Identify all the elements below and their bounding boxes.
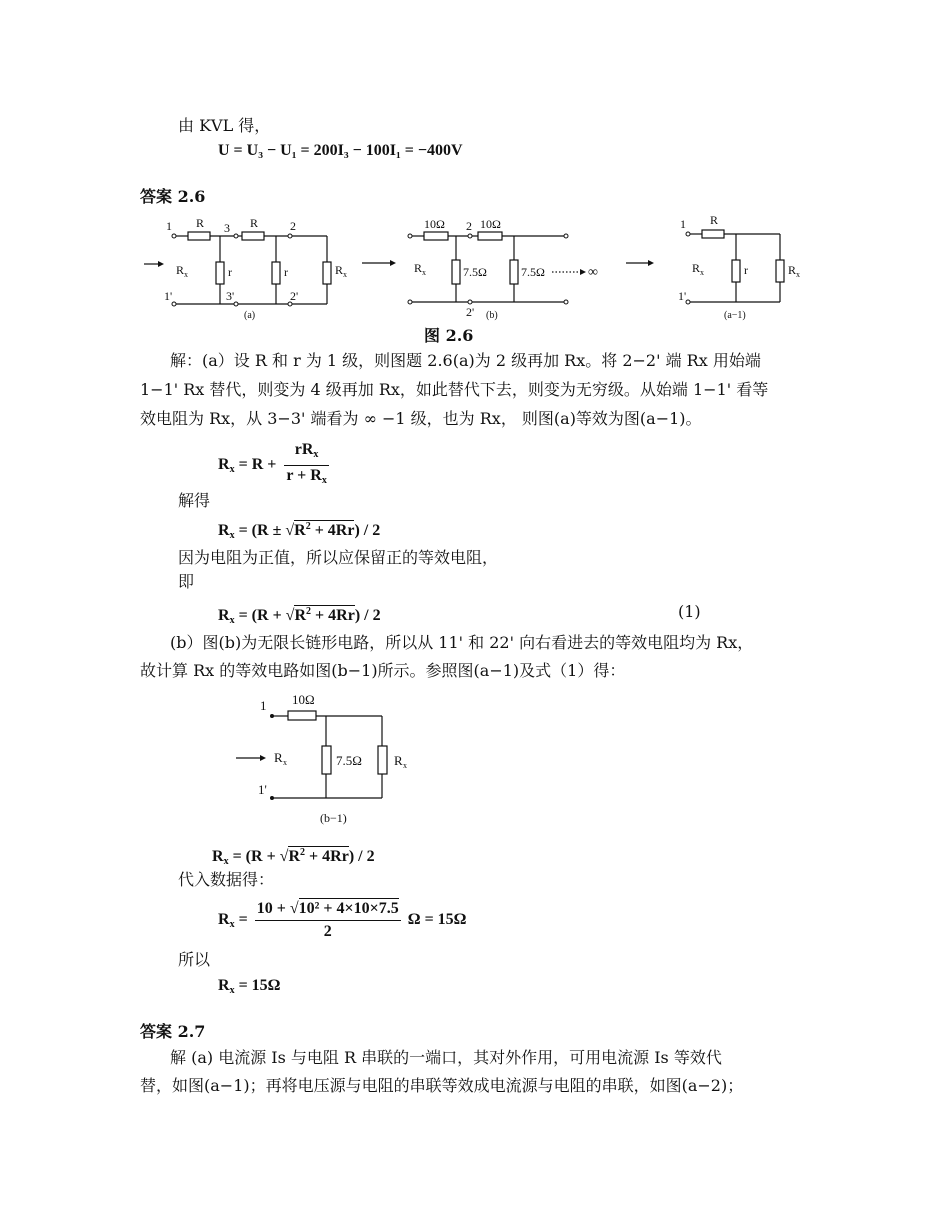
answer-2-6-heading: 答案 2.6 [140,187,206,206]
resistor-b1-7-5 [322,746,331,774]
resistor-a1-R [702,230,724,238]
resistor-R2 [242,232,264,240]
figure-b1 [230,688,420,828]
substitute-text: 代入数据得： [178,870,275,889]
equation-rx-pm: $R_x = (R \pm √R^2 + 4Rr) / 2$ [218,521,381,541]
solve-text: 解得 [178,491,211,510]
node-b-2: 2 [466,219,472,233]
para1-line2: 1−1' Rx 替代，则变为 4 级再加 Rx，如此替代下去，则变为无穷级。从始端 1−1' 看等 [140,380,769,399]
label-10-1: 10Ω [424,217,445,231]
para3-line1: 解 (a) 电流源 Is 与电阻 R 串联的一端口，其对外作用，可用电流源 Is 等效代 [170,1048,722,1067]
svg-text:x: x [422,268,426,277]
svg-text:x: x [700,268,704,277]
label-b-rx: R [414,261,423,275]
node-1: 1 [166,219,172,233]
so-text: 所以 [178,950,211,969]
node-a1-1p: 1' [678,289,687,303]
resistor-b1-10 [288,711,316,720]
node-b1-1p: 1' [258,782,267,797]
resistor-rx-load [323,262,331,284]
resistor-r2 [272,262,280,284]
figure-2-6-caption: 图 2.6 [424,326,474,345]
node-a1-1: 1 [680,217,686,231]
label-a: (a) [244,310,256,321]
label-a1-R: R [710,213,719,227]
resistor-r1 [216,262,224,284]
arrow-a-to-b [362,258,398,268]
label-a1-rx-load: R [788,263,797,277]
label-rx-in: R [176,263,185,277]
equation-rx-b1: $R_x = (R + √R^2 + 4Rr) / 2$ [212,847,375,867]
resistor-a1-r [732,260,740,282]
label-b1-rx-in: R [274,750,283,765]
svg-text:x: x [184,270,188,279]
label-b: (b) [486,310,498,321]
label-b1-10: 10Ω [292,692,315,707]
label-R2: R [250,216,259,230]
label-b1-rx-load: R [394,753,403,768]
label-infinity: ∞ [588,265,598,280]
node-3: 3 [224,221,230,235]
svg-text:x: x [796,270,800,279]
equation-u: U = U₃ − U₁ = 200I₃ − 100I₁ = −400V [218,142,463,159]
resistor-7-5-2 [510,260,518,284]
label-r1: r [228,265,232,279]
intro-text: 由 KVL 得， [178,116,271,135]
figure-2-6-a1 [672,212,812,322]
resistor-b1-rx [378,746,387,774]
label-7-5-2: 7.5Ω [521,265,545,279]
resistor-R1 [188,232,210,240]
node-2: 2 [290,219,296,233]
label-b1-7-5: 7.5Ω [336,753,362,768]
node-1p: 1' [164,289,173,303]
equation-rx-positive: $R_x = (R + √R^2 + 4Rr) / 2$ [218,606,381,626]
svg-text:x: x [283,758,287,767]
node-b-2p: 2' [466,305,475,319]
resistor-10-1 [424,232,448,240]
node-3p: 3' [226,289,235,303]
equation-rx-final: $R_x = 15\Omega$ [218,977,281,996]
label-R1: R [196,216,205,230]
node-b1-1: 1 [260,698,267,713]
para3-line2: 替，如图(a−1)；再将电压源与电阻的串联等效成电流源与电阻的串联，如图(a−2)； [140,1076,744,1095]
label-a1-r: r [744,263,748,277]
label-rx-load: R [335,263,344,277]
para2-line1: (b）图(b)为无限长链形电路，所以从 11' 和 22' 向右看进去的等效电阻均为 Rx， [170,633,754,652]
node-2p: 2' [290,289,299,303]
label-a1-rx-in: R [692,261,701,275]
resistor-10-2 [478,232,502,240]
resistor-7-5-1 [452,260,460,284]
svg-text:x: x [343,270,347,279]
equation-rx-numeric: $R_x$ = $\frac{\text{10 + √10² + 4×10×7.5}}{2}$ Ω = 15Ω [218,900,467,940]
answer-2-7-heading: 答案 2.7 [140,1022,206,1041]
ji-text: 即 [178,572,195,591]
para1-line3: 效电阻为 Rx，从 3−3' 端看为 ∞ −1 级，也为 Rx， 则图(a)等效为图(a−1)。 [140,409,702,428]
para2-line2: 故计算 Rx 的等效电路如图(b−1)所示。参照图(a−1)及式（1）得： [140,661,626,680]
equation-rx-series: $R_x = R$ + $\frac{rR_x}{r + R_x}$ [218,441,327,486]
label-b1: (b−1) [320,811,347,825]
label-7-5-1: 7.5Ω [463,265,487,279]
figure-2-6-b [400,212,610,322]
positive-text: 因为电阻为正值，所以应保留正的等效电阻， [178,548,499,567]
arrow-b-to-a1 [626,258,656,268]
equation-number-1: (1) [678,602,701,621]
svg-text:x: x [403,761,407,770]
label-r2: r [284,265,288,279]
figure-2-6-a [140,212,370,322]
label-a1: (a−1) [724,310,746,321]
resistor-a1-rx [776,260,784,282]
para1-line1: 解：(a）设 R 和 r 为 1 级，则图题 2.6(a)为 2 级再加 Rx。将 2−2' 端 Rx 用始端 [170,351,761,370]
label-10-2: 10Ω [480,217,501,231]
